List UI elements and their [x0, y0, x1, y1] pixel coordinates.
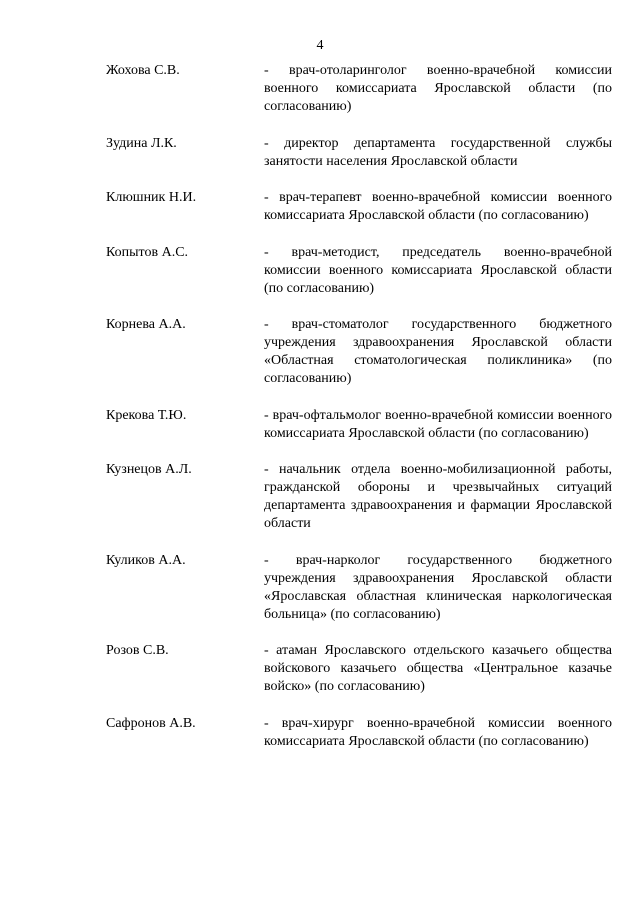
list-item [106, 552, 612, 624]
member-position: - врач-стоматолог государственного бюджетного учреждения здравоохранения Ярославской области «Областная стоматологическая поликлиника» (по согласованию) [264, 317, 612, 386]
member-name: Зудина Л.К. [106, 135, 177, 151]
member-position: - врач-нарколог государственного бюджетного учреждения здравоохранения Ярославской области «Ярославская областная клиническая наркологическая больница» (по согласованию) [264, 552, 612, 622]
member-name: Жохова С.В. [106, 63, 180, 78]
member-position: - врач-отоларинголог военно-врачебной комиссии военного комиссариата Ярославской области (по согласованию) [264, 63, 612, 114]
page-number: 4 [316, 38, 324, 53]
member-position: - врач-терапевт военно-врачебной комиссии военного комиссариата Ярославской области (по согласованию) [264, 190, 612, 223]
member-name: Копытов А.С. [106, 244, 189, 260]
list-item [106, 407, 612, 443]
commission-member-list [106, 62, 612, 769]
member-name: Корнева А.А. [106, 317, 186, 332]
member-position: - атаман Ярославского отдельского казачьего общества войскового казачьего общества «Центральное казачье войско» (по согласованию) [264, 643, 612, 694]
list-item [106, 135, 612, 171]
member-name: Кузнецов А.Л. [106, 462, 192, 477]
member-position: - директор департамента государственной службы занятости населения Ярославской области [264, 135, 612, 169]
member-name: Крекова Т.Ю. [106, 407, 187, 423]
list-item [106, 189, 612, 225]
list-item [106, 642, 612, 696]
member-name: Розов С.В. [106, 643, 169, 658]
member-name: Сафронов А.В. [106, 715, 196, 731]
member-position: - врач-хирург военно-врачебной комиссии военного комиссариата Ярославской области (по согласованию) [264, 715, 612, 749]
list-item [106, 244, 612, 298]
list-item [106, 62, 612, 116]
list-item [106, 461, 612, 533]
member-position: - врач-офтальмолог военно-врачебной комиссии военного комиссариата Ярославской области (по согласованию) [264, 407, 612, 441]
list-item [106, 715, 612, 751]
list-item [106, 316, 612, 388]
member-name: Куликов А.А. [106, 552, 186, 568]
member-name: Клюшник Н.И. [106, 190, 197, 205]
member-position: - врач-методист, председатель военно-врачебной комиссии военного комиссариата Ярославской области (по согласованию) [264, 244, 612, 296]
member-position: - начальник отдела военно-мобилизационной работы, гражданской обороны и чрезвычайных ситуаций департамента здравоохранения и фармации Ярославской области [264, 462, 612, 531]
